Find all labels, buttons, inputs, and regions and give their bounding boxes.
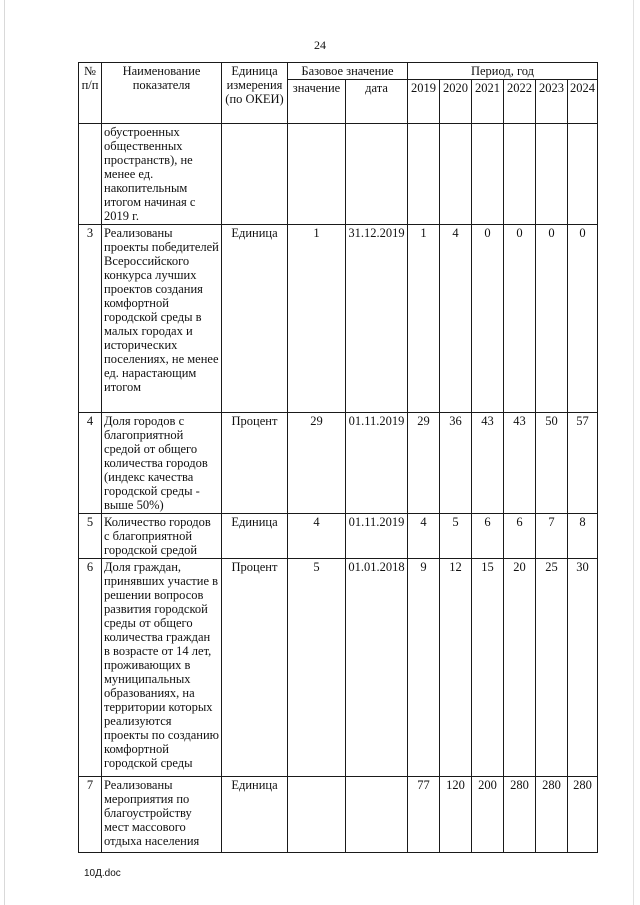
header-year: 2022 [504,80,536,124]
row-year-value: 0 [568,225,598,413]
table-row [79,225,598,413]
header-year: 2020 [440,80,472,124]
row-year-value [504,124,536,225]
row-year-value: 30 [568,559,598,777]
row-unit: Единица [222,777,288,853]
row-year-value [472,124,504,225]
row-num: 4 [79,413,102,514]
indicators-table [78,62,598,853]
header-period: Период, год [408,63,598,80]
row-year-value: 5 [440,514,472,559]
row-year-value [440,124,472,225]
row-base-value [288,777,346,853]
header-year: 2021 [472,80,504,124]
row-year-value: 57 [568,413,598,514]
row-year-value: 280 [536,777,568,853]
row-num [79,124,102,225]
row-base-date: 01.11.2019 [346,413,408,514]
row-year-value: 9 [408,559,440,777]
row-unit: Процент [222,559,288,777]
scan-edge-right [633,0,634,905]
row-year-value: 1 [408,225,440,413]
row-year-value: 29 [408,413,440,514]
header-year: 2019 [408,80,440,124]
row-year-value: 12 [440,559,472,777]
row-year-value: 7 [536,514,568,559]
header-num: № п/п [79,63,102,124]
row-year-value [536,124,568,225]
row-base-date: 01.11.2019 [346,514,408,559]
row-name: обустроенных общественных пространств), не менее ед. накопительным итогом начиная с 2019 г. [102,124,222,225]
row-year-value [568,124,598,225]
row-year-value: 15 [472,559,504,777]
row-year-value: 4 [408,514,440,559]
table-row [79,559,598,777]
table-row [79,124,598,225]
row-year-value: 200 [472,777,504,853]
row-base-date: 31.12.2019 [346,225,408,413]
row-year-value: 120 [440,777,472,853]
row-unit: Процент [222,413,288,514]
row-year-value: 4 [440,225,472,413]
row-year-value: 0 [504,225,536,413]
row-year-value: 0 [536,225,568,413]
row-unit: Единица [222,514,288,559]
row-year-value: 43 [504,413,536,514]
row-name: Количество городов с благоприятной городской средой [102,514,222,559]
row-year-value: 6 [472,514,504,559]
row-year-value: 20 [504,559,536,777]
header-year: 2024 [568,80,598,124]
page-number: 24 [314,38,326,52]
row-num: 7 [79,777,102,853]
row-base-value: 5 [288,559,346,777]
table-row [79,514,598,559]
table-row [79,413,598,514]
row-base-value [288,124,346,225]
row-base-value: 29 [288,413,346,514]
row-year-value: 25 [536,559,568,777]
row-year-value: 280 [568,777,598,853]
row-base-date [346,124,408,225]
row-year-value: 50 [536,413,568,514]
table-row [79,777,598,853]
row-base-value: 4 [288,514,346,559]
header-base-date: дата [346,80,408,124]
row-year-value: 6 [504,514,536,559]
row-num: 5 [79,514,102,559]
row-year-value [408,124,440,225]
row-year-value: 43 [472,413,504,514]
row-base-date [346,777,408,853]
row-year-value: 77 [408,777,440,853]
row-name: Доля граждан, принявших участие в решении вопросов развития городской среды от общего количества граждан в возрасте от 14 лет, проживающих в муниципальных образованиях, на территории которых реализуются проекты по созданию комфортной городской среды [102,559,222,777]
row-base-value: 1 [288,225,346,413]
row-num: 6 [79,559,102,777]
row-unit [222,124,288,225]
row-unit: Единица [222,225,288,413]
header-year: 2023 [536,80,568,124]
row-year-value: 8 [568,514,598,559]
row-name: Доля городов с благоприятной средой от общего количества городов (индекс качества городской среды - выше 50%) [102,413,222,514]
header-base-value: значение [288,80,346,124]
row-base-date: 01.01.2018 [346,559,408,777]
header-name: Наименование показателя [102,63,222,124]
row-name: Реализованы проекты победителей Всероссийского конкурса лучших проектов создания комфортной городской среды в малых городах и исторических поселениях, не менее ед. нарастающим итогом [102,225,222,413]
header-unit: Единица измерения (по ОКЕИ) [222,63,288,124]
footer-filename: 10Д.doc [84,868,121,879]
row-name: Реализованы мероприятия по благоустройству мест массового отдыха населения [102,777,222,853]
row-num: 3 [79,225,102,413]
scan-edge-left [4,0,5,905]
row-year-value: 36 [440,413,472,514]
row-year-value: 0 [472,225,504,413]
row-year-value: 280 [504,777,536,853]
header-base: Базовое значение [288,63,408,80]
